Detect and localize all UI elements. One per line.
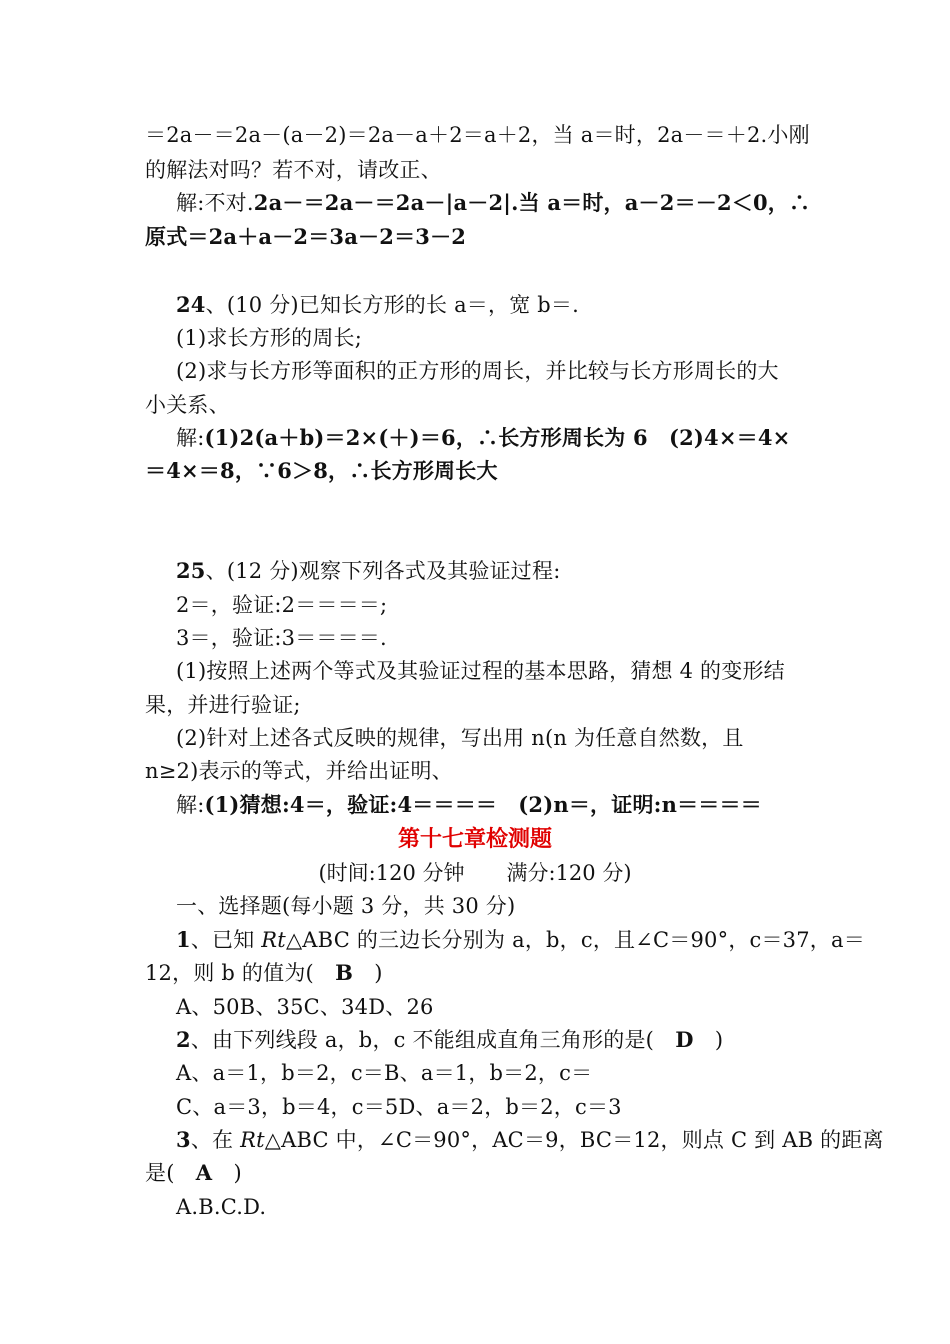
question-text: 、由下列线段 a，b，c 不能组成直角三角形的是(: [190, 1028, 676, 1052]
mc3-line2: [145, 1158, 242, 1188]
q24-part2-line1: (2)求与长方形等面积的正方形的周长，并比较与长方形周长的大: [176, 359, 779, 383]
q23-line2: 的解法对吗？若不对，请改正、: [145, 158, 442, 182]
q25-eq1: 2＝，验证:2＝＝＝＝;: [176, 593, 388, 617]
mc1-line2: [145, 958, 383, 988]
answer-prefix: 解:: [176, 793, 205, 817]
mc2-options-line2: C、a＝3，b＝4，c＝5D、a＝2，b＝2，c＝3: [176, 1095, 622, 1119]
answer-prefix: 解:: [176, 426, 205, 450]
question-number: 2: [176, 1027, 191, 1052]
answer-choice: B: [335, 960, 354, 985]
q24-stem: [176, 290, 579, 320]
answer-choice: A: [195, 1160, 213, 1185]
rt-italic: Rt: [261, 928, 286, 952]
question-text: 是(: [145, 1161, 196, 1185]
question-text: △ABC 的三边长分别为 a，b，c，且∠C＝90°，c＝37，a＝: [285, 928, 865, 952]
section-heading: 一、选择题(每小题 3 分，共 30 分): [176, 894, 516, 918]
q24-answer-line2: ＝4×＝8，∵6＞8，∴长方形周长大: [145, 458, 498, 483]
q24-answer-line1: [176, 423, 790, 453]
question-stem: 、(10 分)已知长方形的长 a＝，宽 b＝.: [205, 293, 579, 317]
q23-answer-line2: 原式＝2a＋a－2＝3a－2＝3－2: [145, 224, 467, 249]
question-stem: 、(12 分)观察下列各式及其验证过程:: [205, 559, 561, 583]
answer-text: 2a－＝2a－＝2a－|a－2|.当 a＝时，a－2＝－2＜0，∴: [253, 190, 811, 215]
q25-part2-line2: n≥2)表示的等式，并给出证明、: [145, 759, 453, 783]
rt-italic: Rt: [240, 1128, 265, 1152]
question-text: ): [212, 1161, 242, 1185]
q25-part1-line2: 果，并进行验证;: [145, 693, 301, 717]
question-text: ): [693, 1028, 724, 1052]
q24-part1: (1)求长方形的周长;: [176, 326, 363, 350]
question-text: 、在: [190, 1128, 241, 1152]
q23-answer-line1: [176, 188, 810, 218]
question-text: ): [353, 961, 383, 985]
question-text: △ABC 中，∠C＝90°，AC＝9，BC＝12，则点 C 到 AB 的距离: [264, 1128, 884, 1152]
mc2-options-line1: A、a＝1，b＝2，c＝B、a＝1，b＝2，c＝: [176, 1061, 593, 1085]
q23-line1: ＝2a－＝2a－(a－2)＝2a－a＋2＝a＋2，当 a＝时，2a－＝＋2.小刚: [145, 123, 810, 147]
time-info: (时间:120 分钟 满分:120 分): [318, 861, 632, 885]
mc2-line1: [176, 1025, 723, 1055]
q25-stem: [176, 556, 560, 586]
mc3-options: A.B.C.D.: [176, 1195, 267, 1219]
mc3-line1: [176, 1125, 884, 1155]
q25-eq2: 3＝，验证:3＝＝＝＝.: [176, 626, 387, 650]
question-number: 3: [176, 1127, 191, 1152]
q25-part1-line1: (1)按照上述两个等式及其验证过程的基本思路，猜想 4 的变形结: [176, 659, 785, 683]
answer-prefix: 解:不对.: [176, 191, 254, 215]
q24-part2-line2: 小关系、: [145, 393, 230, 417]
question-number: 24: [176, 292, 206, 317]
question-text: 、已知: [190, 928, 262, 952]
chapter-title: 第十七章检测题: [397, 827, 552, 852]
answer-text: (1)2(a＋b)＝2×(＋)＝6，∴长方形周长为 6 (2)4×＝4×: [204, 425, 791, 450]
q25-answer: [176, 790, 762, 820]
answer-text: (1)猜想:4＝，验证:4＝＝＝＝ (2)n＝，证明:n＝＝＝＝: [204, 792, 762, 817]
question-number: 25: [176, 558, 206, 583]
answer-choice: D: [675, 1027, 694, 1052]
question-text: 12，则 b 的值为(: [145, 961, 336, 985]
question-number: 1: [176, 927, 191, 952]
mc1-options: A、50B、35C、34D、26: [176, 995, 434, 1019]
q25-part2-line1: (2)针对上述各式反映的规律，写出用 n(n 为任意自然数，且: [176, 726, 744, 750]
mc1-line1: [176, 925, 865, 955]
